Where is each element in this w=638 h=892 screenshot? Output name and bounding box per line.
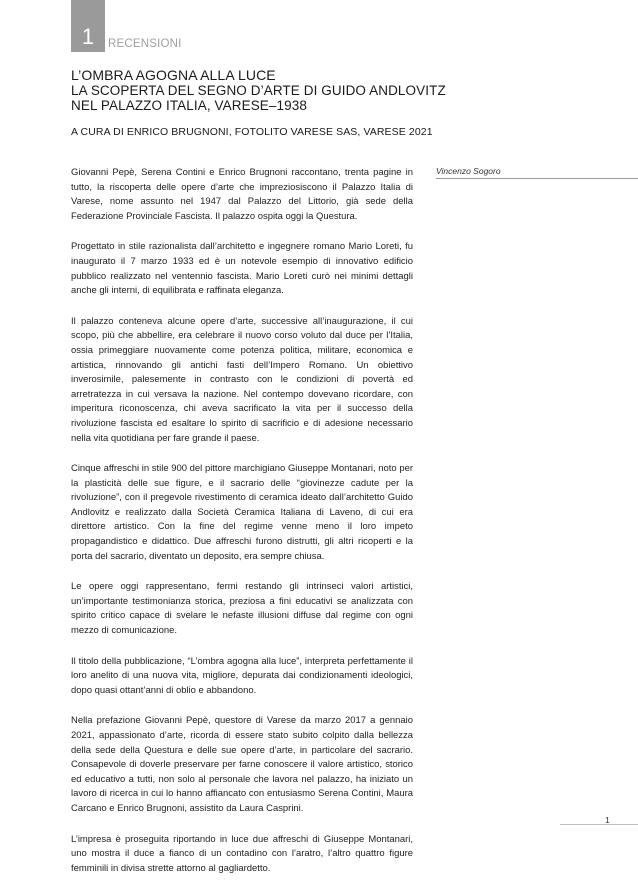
footer-divider <box>560 824 638 825</box>
article-subtitle-line-2: NEL PALAZZO ITALIA, VARESE–1938 <box>71 98 307 113</box>
publication-credits: A CURA DI ENRICO BRUGNONI, FOTOLITO VARESE SAS, VARESE 2021 <box>71 126 433 138</box>
paragraph: Il palazzo conteneva alcune opere d’arte, successive all’inaugurazione, il cui scopo, più che abbellire, era celebrare il nuovo corso voluto dal duce per l’Italia, ossia primeggiare nuovamente come potenza politica, militare, economica e artistica, rinnovando gli antichi fasti dell’Impero Romano. Un obiettivo inverosimile, palesemente in contrasto con le condizioni di povertà ed arretratezza in cui versava la nazione. Nel contempo dovevano ricordare, con imperitura riconoscenza, chi aveva sacrificato la vita per il successo della rivoluzione fascista ed esaltare lo spirito di sacrificio e di adesione necessario nella vita quotidiana per fare grande il paese. <box>71 315 413 444</box>
section-label: RECENSIONI <box>108 38 182 50</box>
article-subtitle-line-1: LA SCOPERTA DEL SEGNO D’ARTE DI GUIDO ANDLOVITZ <box>71 83 446 98</box>
paragraph: Cinque affreschi in stile 900 del pittore marchigiano Giuseppe Montanari, noto per la plasticità delle sue figure, e il sacrario delle “giovinezze cadute per la rivoluzione”, con il pregevole rivestimento di ceramica ideato dall’architetto Guido Andlovitz e realizzato dalla Società Ceramica Italiana di Laveno, di cui era direttore artistico. Con la fine del regime venne meno il loro impeto propagandistico e didattico. Due affreschi furono distrutti, gli altri ricoperti e la porta del sacrario, diventato un deposito, era sempre chiusa. <box>71 463 413 562</box>
page-number: 1 <box>605 815 610 825</box>
section-number: 1 <box>81 24 95 49</box>
paragraph: Giovanni Pepè, Serena Contini e Enrico Brugnoni raccontano, trenta pagine in tutto, la riscoperta delle opere d’arte che impreziosiscono il Palazzo Italia di Varese, nome assunto nel 1947 dal Palazzo del Littorio, già sede della Federazione Provinciale Fascista. Il palazzo ospita oggi la Questura. <box>71 167 413 222</box>
paragraph: Nella prefazione Giovanni Pepè, questore di Varese da marzo 2017 a gennaio 2021, appassionato d’arte, ricorda di essere stato subito colpito dalla bellezza della sede della Questura e delle sue opere d’arte, in particolare del sacrario. Consapevole di doverle preservare per farne conoscere il valore artistico, storico ed educativo a tutti, non solo al personale che lavora nel palazzo, ha iniziato un lavoro di ricerca in cui lo hanno affiancato con entusiasmo Serena Contini, Maura Carcano e Enrico Brugnoni, assistito da Laura Casprini. <box>71 715 413 814</box>
article-title: L’OMBRA AGOGNA ALLA LUCE <box>71 67 276 83</box>
review-author: Vincenzo Sogoro <box>436 166 501 176</box>
author-divider <box>436 178 638 179</box>
section-number-badge <box>71 0 105 52</box>
article-body <box>71 166 413 892</box>
paragraph: Le opere oggi rappresentano, fermi restando gli intrinseci valori artistici, un’importante testimonianza storica, preziosa a fini educativi se analizzata con spirito critico capace di svelare le nefaste illusioni diffuse dal regime con ogni mezzo di comunicazione. <box>71 581 413 637</box>
paragraph: L’impresa è proseguita riportando in luce due affreschi di Giuseppe Montanari, uno mostra il duce a fianco di un contadino con l’aratro, l’altro quattro figure femminili in divisa strette attorno al gagliardetto. <box>71 833 413 874</box>
paragraph: Il titolo della pubblicazione, “L’ombra agogna alla luce”, interpreta perfettamente il loro anelito di una nuova vita, migliore, depurata dai condizionamenti ideologici, dopo quasi ottant’anni di oblio e abbandono. <box>71 655 413 696</box>
paragraph: Progettato in stile razionalista dall’architetto e ingegnere romano Mario Loreti, fu inaugurato il 7 marzo 1933 ed è un notevole esempio di innovativo edificio pubblico realizzato nel ventennio fascista. Mario Loreti curò nei minimi dettagli anche gli interni, di equilibrata e raffinata eleganza. <box>71 241 413 297</box>
article-title-block <box>71 68 511 113</box>
